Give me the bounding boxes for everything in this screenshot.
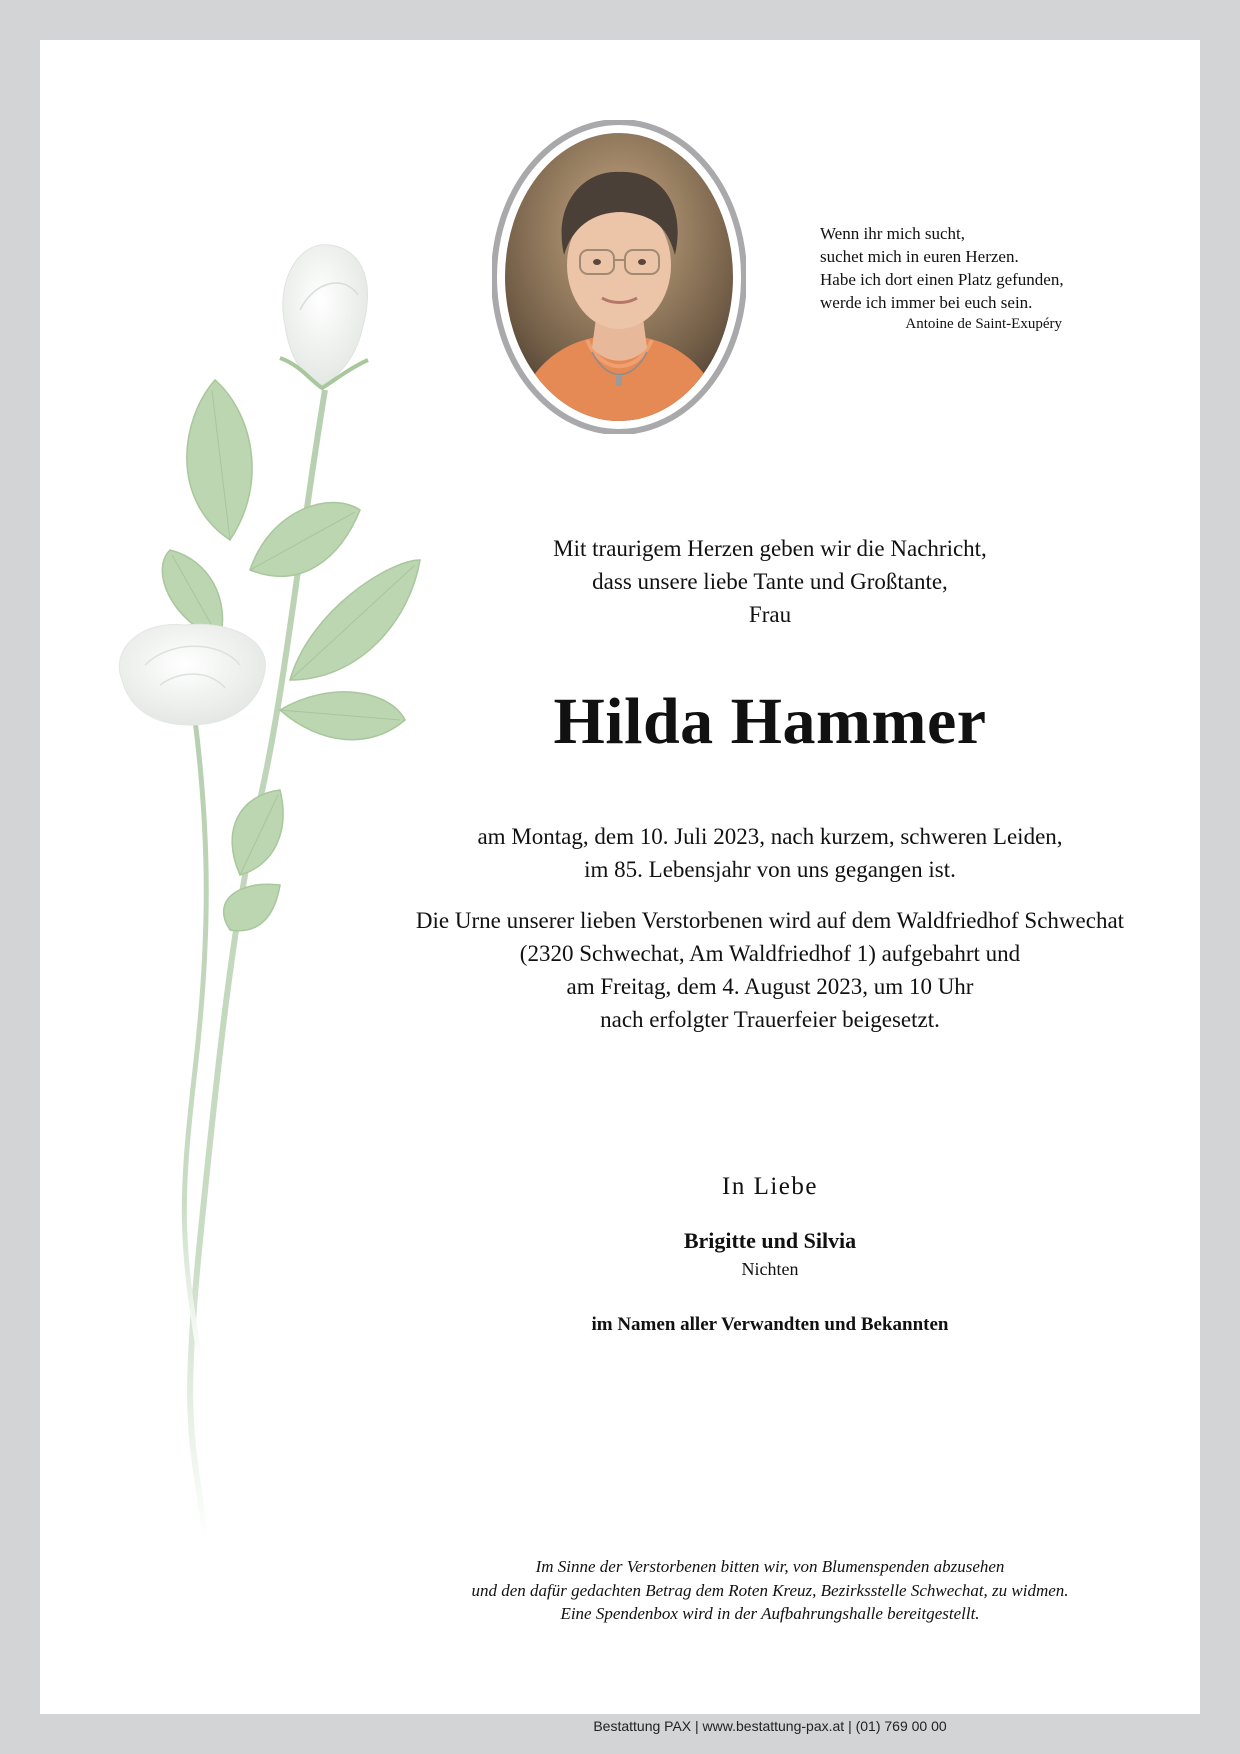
burial-line: Die Urne unserer lieben Verstorbenen wird auf dem Waldfriedhof Schwechat <box>415 908 1125 933</box>
burial-line: (2320 Schwechat, Am Waldfriedhof 1) aufgebahrt und <box>519 941 1021 966</box>
death-line: im 85. Lebensjahr von uns gegangen ist. <box>584 857 956 882</box>
donation-request <box>340 1555 1200 1626</box>
announcement-intro <box>340 532 1200 631</box>
burial-notice <box>340 904 1200 1036</box>
in-love-heading: In Liebe <box>722 1173 818 1200</box>
intro-line: Mit traurigem Herzen geben wir die Nachricht, <box>553 536 987 561</box>
donation-line: und den dafür gedachten Betrag dem Roten Kreuz, Bezirksstelle Schwechat, zu widmen. <box>471 1580 1069 1600</box>
intro-line: dass unsere liebe Tante und Großtante, <box>592 569 948 594</box>
obituary-sheet <box>40 40 1200 1734</box>
funeral-home-footer: Bestattung PAX | www.bestattung-pax.at | (01) 769 00 00 <box>593 1718 947 1734</box>
donation-line: Eine Spendenbox wird in der Aufbahrungshalle bereitgestellt. <box>560 1604 980 1623</box>
quote-line: Wenn ihr mich sucht, <box>820 224 965 243</box>
death-line: am Montag, dem 10. Juli 2023, nach kurzem, schweren Leiden, <box>477 824 1063 849</box>
quote-line: werde ich immer bei euch sein. <box>820 293 1033 312</box>
donation-line: Im Sinne der Verstorbenen bitten wir, von Blumenspenden abzusehen <box>535 1557 1005 1576</box>
quote-author: Antoine de Saint-Exupéry <box>905 316 1062 332</box>
deceased-portrait <box>492 120 746 434</box>
quote-line: Habe ich dort einen Platz gefunden, <box>820 270 1064 289</box>
on-behalf-line: im Namen aller Verwandten und Bekannten <box>591 1314 949 1335</box>
burial-line: am Freitag, dem 4. August 2023, um 10 Uhr <box>566 974 974 999</box>
quote-line: suchet mich in euren Herzen. <box>820 247 1019 266</box>
white-rose-illustration <box>100 240 480 1560</box>
death-notice <box>340 820 1200 886</box>
intro-line: Frau <box>748 602 792 627</box>
memorial-quote <box>820 222 1120 336</box>
mourner-relation: Nichten <box>741 1259 799 1279</box>
burial-line: nach erfolgter Trauerfeier beigesetzt. <box>600 1007 940 1032</box>
mourner-names: Brigitte und Silvia <box>683 1228 857 1253</box>
deceased-name: Hilda Hammer <box>553 685 987 758</box>
